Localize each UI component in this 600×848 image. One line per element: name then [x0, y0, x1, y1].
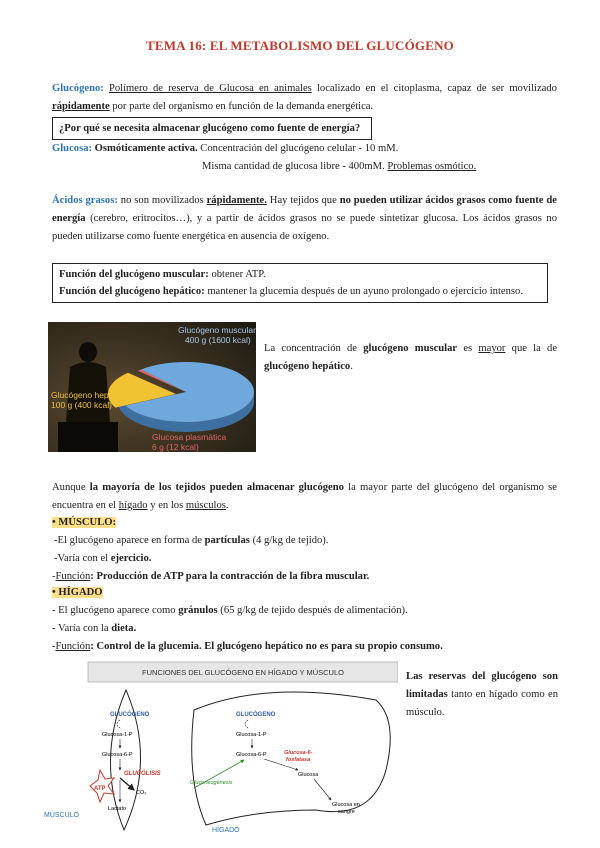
aunque-t4: .: [225, 500, 229, 511]
glucogeno-term: Glucógeno:: [52, 83, 104, 94]
musculo-line2: [52, 550, 369, 568]
h-glucogeno: GLUCÓGENO: [236, 712, 276, 718]
h-glucosa: Glucosa: [298, 772, 319, 778]
acidos-t2: Hay tejidos que: [266, 195, 340, 206]
h-g1p: Glucosa-1-P: [236, 732, 267, 738]
conc-mayor: mayor: [478, 343, 506, 354]
diagram-svg: [86, 660, 398, 842]
problemas-osmotico: Problemas osmótico.: [387, 161, 477, 172]
funcion-muscular: [59, 266, 541, 283]
page-title: TEMA 16: EL METABOLISMO DEL GLUCÓGENO: [145, 38, 454, 53]
glucosa-term: Glucosa:: [52, 143, 93, 154]
glucosa-line2: [202, 158, 562, 176]
conc-t2: es: [457, 343, 479, 354]
musculo-l1c: (4 g/kg de tejido).: [249, 535, 329, 546]
aunque-t1: Aunque: [52, 482, 90, 493]
pie-label-muscular-1: Glucógeno muscular: [178, 325, 256, 335]
pie-label-muscular-2: 400 g (1600 kcal): [185, 335, 251, 345]
rapidamente: rápidamente: [52, 101, 110, 112]
musculo-l3: : Producción de ATP para la contracción de la fibra muscular.: [90, 571, 370, 582]
higado-granulos: gránulos: [178, 605, 218, 616]
pie-label-plasma-1: Glucosa plasmática: [152, 432, 227, 442]
glucogeno-paragraph: [52, 80, 557, 116]
glucogeno-def-rest: localizado en el citoplasma, capaz de ser movilizado: [311, 83, 557, 94]
higado-line1: [52, 602, 443, 620]
conc-hepatico: glucógeno hepático: [264, 361, 351, 372]
higado-funcion: Función: [55, 641, 91, 652]
higado-dieta: dieta.: [111, 623, 137, 634]
m-atp: ATP: [94, 786, 106, 792]
aunque-bold: la mayoría de los tejidos pueden almacenar glucógeno: [89, 482, 344, 493]
acidos-paragraph: [52, 192, 557, 246]
conc-t3: que la de: [505, 343, 558, 354]
h-g6p: Glucosa-6-P: [236, 752, 267, 758]
h-fosfatasa-2: fosfatasa: [286, 757, 311, 763]
glucosa-paragraph: [52, 140, 557, 158]
glucogeno-tail: por parte del organismo en función de la demanda energética.: [109, 101, 374, 112]
musculo-funcion: Función: [55, 571, 91, 582]
question-text: ¿Por qué se necesita almacenar glucógeno como fuente de energía?: [59, 123, 361, 134]
higado-line2: [52, 620, 443, 638]
acidos-bold: no pueden utilizar ácidos grasos como fuente de energía: [52, 195, 557, 224]
higado-l1a: - El glucógeno aparece como: [52, 605, 179, 616]
pie-label-plasma-2: 6 g (12 kcal): [152, 442, 199, 452]
m-co2: CO₂: [136, 790, 147, 796]
diagram-musculo-label: MÚSCULO: [44, 812, 80, 819]
m-g6p: Glucosa-6-P: [102, 752, 133, 758]
musculo-ejercicio: ejercicio.: [110, 553, 152, 564]
higado-section: [52, 584, 443, 656]
pie-label-hepatico-2: 100 g (400 kcal): [51, 400, 112, 410]
funciones-box: [52, 263, 548, 303]
acidos-rapid: rápidamente.: [206, 195, 267, 206]
conc-t4: .: [350, 361, 353, 372]
musculo-l2a: -Varía con el: [54, 553, 111, 564]
acidos-term: Ácidos grasos:: [52, 195, 118, 206]
reservas-paragraph: [406, 668, 558, 722]
funcion-hepatico: [59, 283, 541, 300]
glycogen-distribution-photo: [48, 322, 256, 452]
higado-heading: • HÍGADO: [52, 587, 103, 598]
m-lactato: Lactato: [108, 806, 127, 812]
musculo-section: [52, 514, 369, 586]
h-gluconeogenesis: Gluconeogénesis: [190, 780, 233, 786]
osmotica: Osmóticamente activa.: [92, 143, 198, 154]
aunque-paragraph: [52, 479, 557, 515]
m-glucogeno: GLUCÓGENO: [110, 712, 150, 718]
aunque-higado: hígado: [118, 500, 148, 511]
higado-l1c: (65 g/kg de tejido después de alimentación).: [217, 605, 408, 616]
funcion-hepatico-label: Función del glucógeno hepático:: [59, 286, 205, 297]
aunque-musculos: músculos: [185, 500, 226, 511]
h-sangre-1: Glucosa en: [332, 802, 360, 808]
h-fosfatasa-1: Glucosa-6-: [284, 750, 313, 756]
m-g1p: Glucosa-1-P: [102, 732, 133, 738]
concentracion-paragraph: [264, 340, 557, 376]
h-sangre-2: sangre: [338, 809, 355, 815]
glucogeno-definition: Polímero de reserva de Glucosa en animales: [108, 83, 312, 94]
musculo-particulas: partículas: [204, 535, 250, 546]
conc-muscular: glucógeno muscular: [363, 343, 458, 354]
pie-illustration: [48, 322, 256, 452]
acidos-t1: no son movilizados: [117, 195, 207, 206]
pie-label-hepatico-1: Glucógeno hepático: [51, 390, 127, 400]
conc-t1: La concentración de: [264, 343, 364, 354]
reservas-bold: Las reservas del glucógeno son limitadas: [406, 671, 558, 700]
funciones-diagram: [86, 660, 398, 842]
higado-line3: -Función: Control de la glucemia. El glucógeno hepático no es para su propio consumo.: [52, 641, 443, 652]
musculo-l1a: -El glucógeno aparece en forma de: [54, 535, 205, 546]
funcion-muscular-text: obtener ATP.: [208, 269, 266, 280]
funcion-muscular-label: Función del glucógeno muscular:: [59, 269, 209, 280]
higado-l2a: - Varía con la: [52, 623, 112, 634]
higado-l3: : Control de la glucemia. El glucógeno hepático no es para su propio consumo.: [90, 641, 443, 652]
musculo-line3: -Función: Producción de ATP para la contracción de la fibra muscular.: [52, 571, 370, 582]
diagram-title: FUNCIONES DEL GLUCÓGENO EN HÍGADO Y MÚSCULO: [142, 668, 344, 677]
glucosa-line2-text: Misma cantidad de glucosa libre - 400mM.: [202, 161, 388, 172]
aunque-t2: la mayor parte del glucógeno del organismo se encuentra en el: [52, 482, 557, 511]
reservas-text: tanto en hígado como en músculo.: [406, 689, 558, 718]
acidos-t3: (cerebro, eritrocitos…), y a partir de ácidos grasos no se puede sintetizar glucosa. Los ácidos grasos no pueden utilizarse como fuente energética en ausencia de oxígeno.: [52, 213, 557, 242]
aunque-t3: y en los: [147, 500, 186, 511]
funcion-hepatico-text: mantener la glucemia después de un ayuno prolongado o ejercicio intenso.: [204, 286, 523, 297]
question-box: [52, 117, 372, 140]
m-glucolisis: GLUCÓLISIS: [124, 771, 161, 777]
musculo-heading: • MÚSCULO:: [52, 517, 117, 528]
musculo-line1: [52, 532, 369, 550]
h-label: HÍGADO: [212, 827, 240, 834]
glucosa-conc: Concentración del glucógeno celular - 10 mM.: [197, 143, 399, 154]
